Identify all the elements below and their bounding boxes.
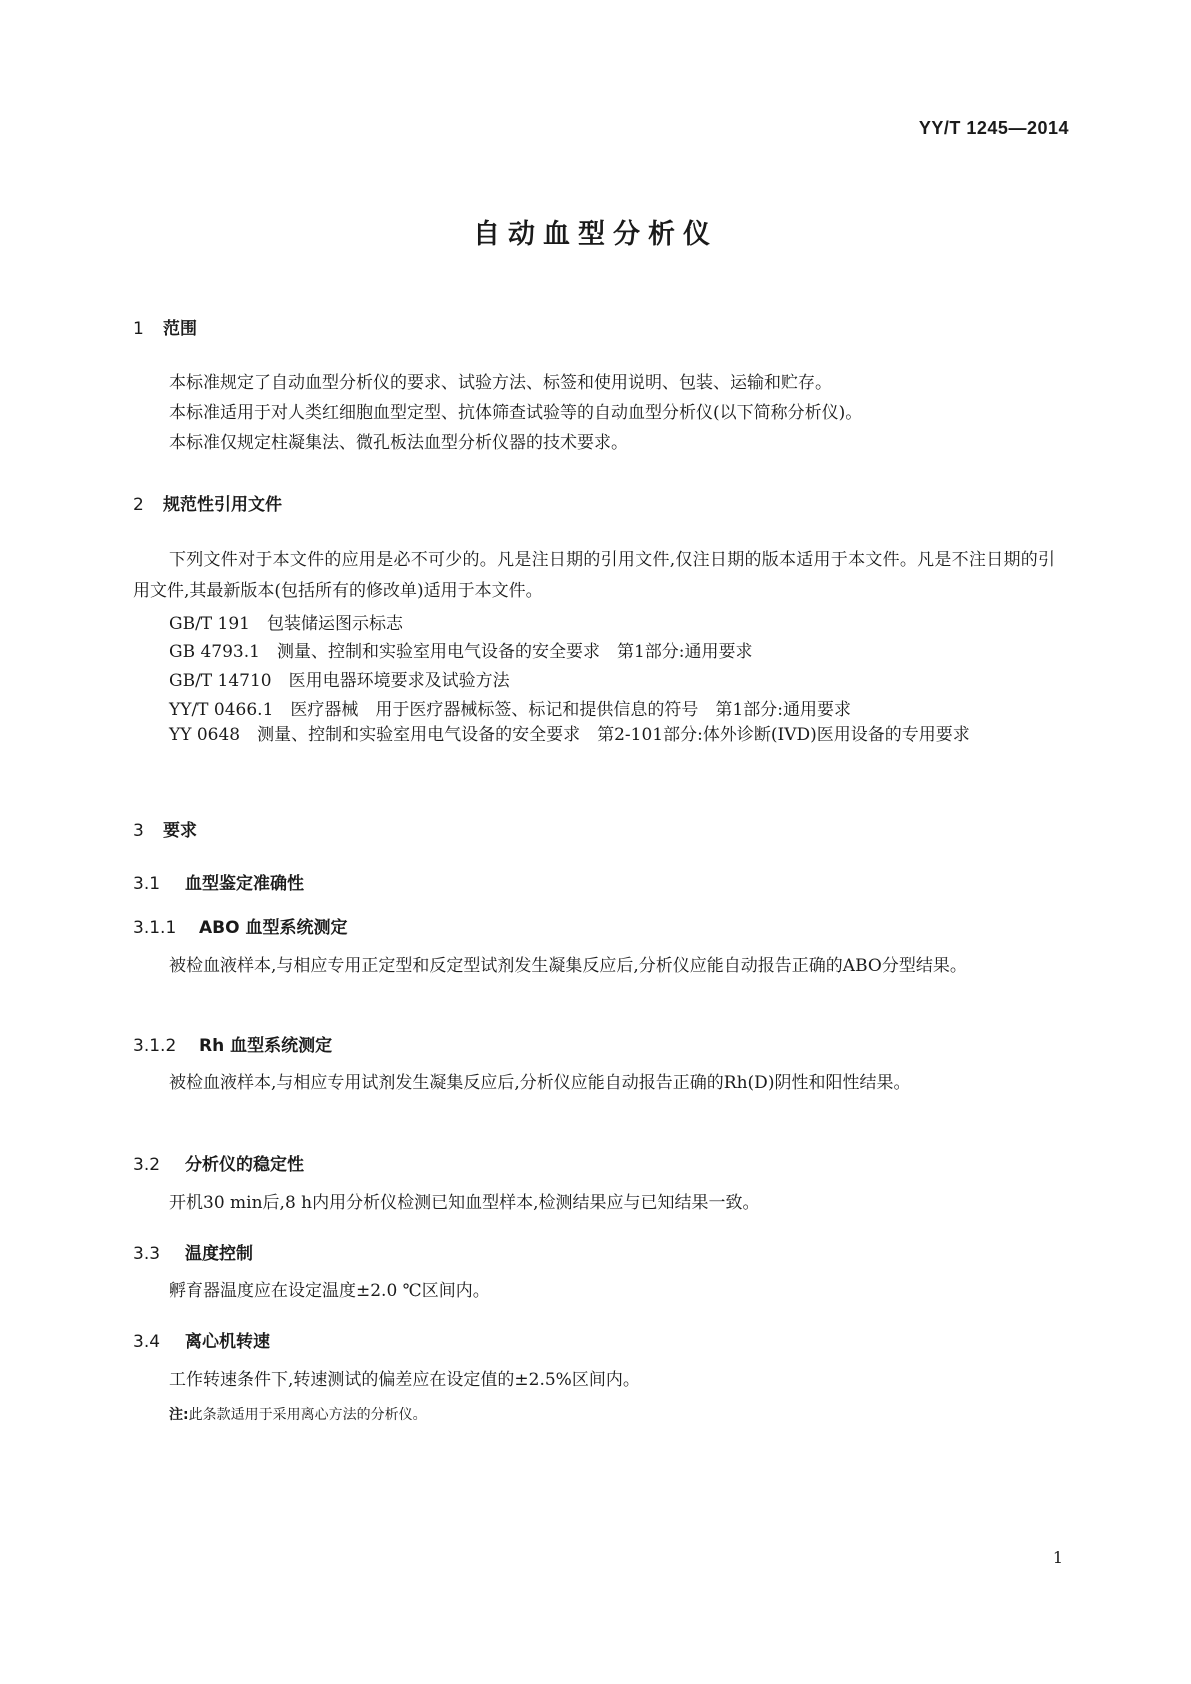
standard-code: YY/T 1245—2014 [918, 118, 1069, 138]
section-3-3-heading [133, 1239, 253, 1264]
section-number: 3 [133, 821, 144, 841]
abo-requirement-text: 被检血液样本,与相应专用正定型和反定型试剂发生凝集反应后,分析仪应能自动报告正确的ABO分型结果。 [169, 956, 967, 976]
reference-item: YY 0648 测量、控制和实验室用电气设备的安全要求 第2-101部分:体外诊断(IVD)医用设备的专用要求 [169, 725, 970, 745]
section-title: 要求 [163, 821, 197, 841]
section-title: 规范性引用文件 [163, 495, 282, 515]
section-title: 离心机转速 [185, 1332, 270, 1352]
temperature-requirement-text: 孵育器温度应在设定温度±2.0 ℃区间内。 [169, 1281, 490, 1301]
section-3-1-2-heading [133, 1031, 332, 1056]
section-number: 3.1.1 [133, 918, 177, 938]
section-2-heading [133, 490, 282, 515]
scope-paragraph-2: 本标准适用于对人类红细胞血型定型、抗体筛查试验等的自动血型分析仪(以下简称分析仪)。 [169, 403, 863, 423]
section-3-1-1-heading [133, 913, 347, 938]
page-number: 1 [1052, 1548, 1063, 1567]
section-1-heading [133, 314, 197, 339]
reference-item: YY/T 0466.1 医疗器械 用于医疗器械标签、标记和提供信息的符号 第1部分:通用要求 [169, 700, 851, 720]
document-title: 自动血型分析仪 [473, 219, 718, 250]
section-title: 范围 [163, 319, 197, 339]
section-number: 3.1.2 [133, 1036, 177, 1056]
centrifuge-requirement-text: 工作转速条件下,转速测试的偏差应在设定值的±2.5%区间内。 [169, 1370, 640, 1390]
note-text: 此条款适用于采用离心方法的分析仪。 [188, 1407, 427, 1423]
section-number: 3.3 [133, 1244, 161, 1264]
section-3-2-heading [133, 1150, 304, 1175]
normative-references-intro: 下列文件对于本文件的应用是必不可少的。凡是注日期的引用文件,仅注日期的版本适用于本文件。凡是不注日期的引用文件,其最新版本(包括所有的修改单)适用于本文件。 [133, 550, 1055, 601]
section-title: 温度控制 [185, 1244, 253, 1264]
section-3-1-heading [133, 869, 304, 894]
section-number: 2 [133, 495, 144, 515]
rh-requirement-text: 被检血液样本,与相应专用试剂发生凝集反应后,分析仪应能自动报告正确的Rh(D)阴性和阳性结果。 [169, 1073, 911, 1093]
reference-item: GB/T 191 包装储运图示标志 [169, 614, 403, 634]
note-label: 注: [169, 1407, 189, 1423]
section-title: ABO 血型系统测定 [199, 918, 348, 938]
section-title: 分析仪的稳定性 [185, 1155, 304, 1175]
scope-paragraph-3: 本标准仅规定柱凝集法、微孔板法血型分析仪器的技术要求。 [169, 433, 628, 453]
section-number: 1 [133, 319, 144, 339]
section-number: 3.4 [133, 1332, 161, 1352]
stability-requirement-text: 开机30 min后,8 h内用分析仪检测已知血型样本,检测结果应与已知结果一致。 [169, 1193, 760, 1213]
scope-paragraph-1: 本标准规定了自动血型分析仪的要求、试验方法、标签和使用说明、包装、运输和贮存。 [169, 373, 832, 393]
section-number: 3.1 [133, 874, 161, 894]
note [169, 1404, 427, 1424]
section-3-heading [133, 816, 197, 841]
section-3-4-heading [133, 1327, 270, 1352]
reference-item: GB/T 14710 医用电器环境要求及试验方法 [169, 671, 510, 691]
section-title: 血型鉴定准确性 [185, 874, 304, 894]
section-number: 3.2 [133, 1155, 161, 1175]
section-title: Rh 血型系统测定 [199, 1036, 333, 1056]
reference-item: GB 4793.1 测量、控制和实验室用电气设备的安全要求 第1部分:通用要求 [169, 642, 753, 662]
